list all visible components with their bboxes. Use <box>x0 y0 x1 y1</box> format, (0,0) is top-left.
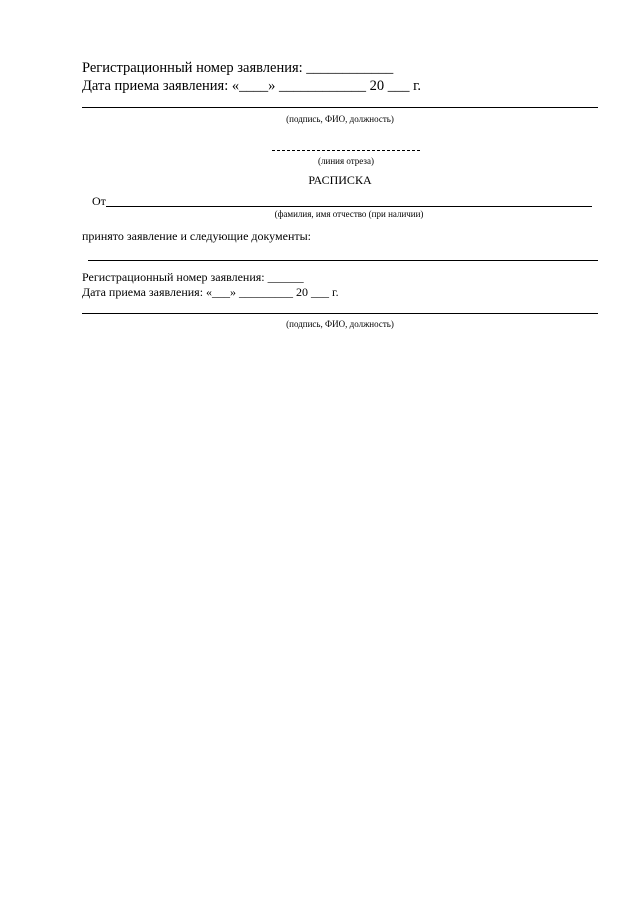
signature-line-2 <box>82 313 598 314</box>
documents-line <box>88 260 598 261</box>
signature-caption-2: (подпись, ФИО, должность) <box>286 319 394 329</box>
cut-line <box>272 150 420 151</box>
cut-line-caption: (линия отреза) <box>318 156 374 166</box>
from-caption: (фамилия, имя отчество (при наличии) <box>274 209 424 219</box>
from-line <box>106 206 592 207</box>
registration-number-line: Регистрационный номер заявления: ____________ <box>82 60 394 76</box>
from-label: От <box>92 194 106 208</box>
signature-line <box>82 107 598 108</box>
receipt-title: РАСПИСКА <box>308 173 372 187</box>
signature-caption: (подпись, ФИО, должность) <box>286 114 394 124</box>
application-date-line: Дата приема заявления: «____» ____________ 20 ___ г. <box>82 78 422 94</box>
registration-number-line-2: Регистрационный номер заявления: ______ <box>82 270 304 284</box>
accepted-documents-text: принято заявление и следующие документы: <box>82 229 312 243</box>
application-date-line-2: Дата приема заявления: «___» _________ 20 ___ г. <box>82 285 339 299</box>
